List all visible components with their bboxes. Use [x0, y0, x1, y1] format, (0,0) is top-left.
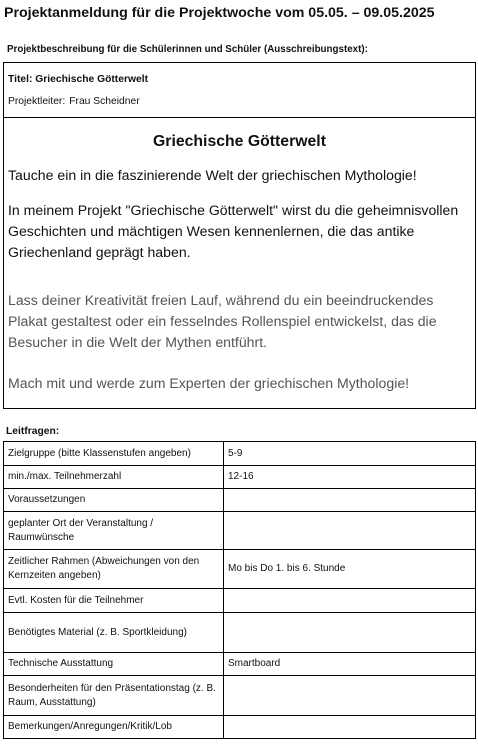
- leitfragen-table: [3, 441, 476, 739]
- answer-cell[interactable]: [224, 613, 476, 653]
- table-row: [4, 676, 476, 716]
- table-row: [4, 589, 476, 613]
- document-title: Projektanmeldung für die Projektwoche vom 05.05. – 09.05.2025: [4, 5, 435, 21]
- paragraph-creativity: Lass deiner Kreativität freien Lauf, während du ein beeindruckendes Plakat gestaltest oder ein fesselndes Rollenspiel entwickelst, das die Besucher in die Welt der Mythen entführt.: [8, 292, 437, 350]
- paragraph-intro: Tauche ein in die faszinierende Welt der griechischen Mythologie!: [8, 167, 417, 183]
- project-leader-line: [8, 96, 140, 107]
- project-info-box: [3, 62, 476, 118]
- answer-cell[interactable]: [224, 489, 476, 512]
- project-title-label: Titel: Griechische Götterwelt: [8, 74, 148, 85]
- question-cell: Bemerkungen/Anregungen/Kritik/Lob: [4, 716, 224, 739]
- table-row: [4, 550, 476, 589]
- table-row: [4, 653, 476, 676]
- question-cell: min./max. Teilnehmerzahl: [4, 466, 224, 489]
- paragraph-call-to-action: Mach mit und werde zum Experten der griechischen Mythologie!: [8, 375, 410, 391]
- table-row: [4, 716, 476, 739]
- table-row: [4, 613, 476, 653]
- answer-cell[interactable]: Smartboard: [224, 653, 476, 676]
- answer-cell[interactable]: [224, 716, 476, 739]
- answer-cell[interactable]: [224, 589, 476, 613]
- question-cell: Zielgruppe (bitte Klassenstufen angeben): [4, 442, 224, 466]
- answer-cell[interactable]: 12-16: [224, 466, 476, 489]
- project-leader-label: Projektleiter:: [8, 96, 66, 107]
- question-cell: Besonderheiten für den Präsentationstag (z. B. Raum, Ausstattung): [4, 676, 224, 716]
- question-cell: geplanter Ort der Veranstaltung / Raumwünsche: [4, 512, 224, 550]
- leitfragen-heading: Leitfragen:: [6, 426, 60, 437]
- project-leader-value: Frau Scheidner: [69, 96, 140, 107]
- paragraph-project: In meinem Projekt "Griechische Götterwelt" wirst du die geheimnisvollen Geschichten und mächtigen Wesen kennenlernen, die das antike Griechenland geprägt haben.: [8, 202, 459, 260]
- question-cell: Evtl. Kosten für die Teilnehmer: [4, 589, 224, 613]
- question-cell: Zeitlicher Rahmen (Abweichungen von den Kernzeiten angeben): [4, 550, 224, 589]
- table-row: [4, 442, 476, 466]
- answer-cell[interactable]: Mo bis Do 1. bis 6. Stunde: [224, 550, 476, 589]
- description-content-box: [3, 117, 476, 409]
- answer-cell[interactable]: 5-9: [224, 442, 476, 466]
- answer-cell[interactable]: [224, 512, 476, 550]
- question-cell: Voraussetzungen: [4, 489, 224, 512]
- question-cell: Technische Ausstattung: [4, 653, 224, 676]
- description-heading: Projektbeschreibung für die Schülerinnen und Schüler (Ausschreibungstext):: [7, 44, 368, 55]
- content-title: Griechische Götterwelt: [153, 133, 326, 150]
- answer-cell[interactable]: [224, 676, 476, 716]
- question-cell: Benötigtes Material (z. B. Sportkleidung): [4, 613, 224, 653]
- table-row: [4, 466, 476, 489]
- table-row: [4, 512, 476, 550]
- table-row: [4, 489, 476, 512]
